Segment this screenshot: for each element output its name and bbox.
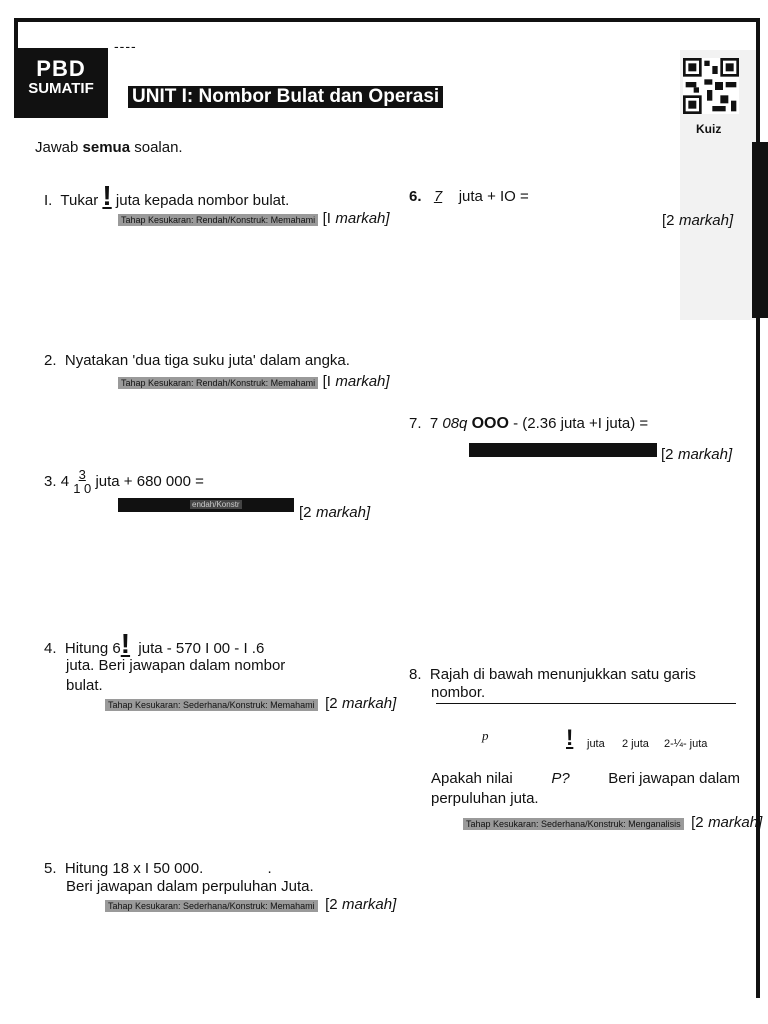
question-8-line-1 [409,666,696,684]
question-2 [44,352,350,370]
q4-difficulty-tag: Tahap Kesukaran: Sederhana/Konstruk: Memahami [105,699,318,711]
q2-number: 2. [44,352,57,369]
question-4-line-1 [44,630,264,658]
q5-number: 5. [44,860,57,877]
q8-marks-word: markah] [708,814,763,831]
q5-difficulty-tag: Tahap Kesukaran: Sederhana/Konstruk: Memahami [105,900,318,912]
q3-marks [299,504,370,522]
q8-ask-1: Apakah nilai [431,770,513,787]
q4-marks-word: markah] [342,695,397,712]
q6-marks-word: markah] [678,212,734,229]
q8-number: 8. [409,666,422,683]
q5-dot: . [267,860,272,877]
q3-marks-num: [2 [299,504,312,521]
q4-symbol: ! [120,628,131,659]
q3-redaction-bar [118,498,294,512]
unit-title: UNIT I: Nombor Bulat dan Operasi [128,86,443,108]
q4-number: 4. [44,640,57,657]
q4-marks-num: [2 [325,695,338,712]
q2-meta [118,373,390,391]
q8-ask-p: P? [551,770,570,787]
q8-line-1-text: Rajah di bawah menunjukkan satu garis [429,666,696,683]
q7-number: 7. [409,415,422,432]
header-dashes: ---- [114,38,137,54]
question-7 [409,415,648,433]
q6-marks-num: [2 [662,212,675,229]
q8-marks-num: [2 [691,814,704,831]
q7-marks [661,446,732,464]
q3-frac-num: 3 [78,467,86,482]
q8-ask-line-1 [431,770,740,788]
question-5-line-1 [44,860,272,878]
q8-meta [463,814,762,832]
q5-marks-num: [2 [325,896,338,913]
q7-b: 08q [442,415,468,432]
q1-meta [118,210,390,228]
q7-d: - (2.36 juta +I juta) = [513,415,649,432]
q4-line-3: bulat. [66,677,103,694]
q8-difficulty-tag: Tahap Kesukaran: Sederhana/Konstruk: Menganalisis [463,818,684,830]
q1-number: I. [44,192,53,209]
question-1 [44,182,289,210]
instruction [35,139,183,156]
q3-marks-word: markah] [315,504,371,521]
q1-text-a: Tukar [60,192,99,209]
numline-symbol: ! [566,725,574,750]
numline-label-3: 2-¼- juta [664,738,708,750]
q1-marks-word: markah] [335,210,390,227]
instruction-after: soalan. [130,139,183,156]
q2-text: Nyatakan 'dua tiga suku juta' dalam angka. [64,352,350,369]
q6-text: juta + IO = [458,188,529,205]
q1-symbol: ! [102,180,112,211]
q7-marks-num: [2 [661,446,674,463]
q4-line-2: juta. Beri jawapan dalam nombor [66,657,286,674]
numline-label-1: juta [587,738,605,750]
q7-redaction-bar [469,443,657,457]
q7-marks-word: markah] [677,446,733,463]
frame-top-border [14,18,758,22]
q5-meta [105,896,396,914]
pbd-label: PBD [36,56,86,81]
q3-number: 3. [44,473,57,490]
number-line [436,703,736,704]
qr-code-icon[interactable] [683,58,739,114]
instruction-before: Jawab [35,139,83,156]
q2-difficulty-tag: Tahap Kesukaran: Rendah/Konstruk: Memahami [118,377,318,389]
pbd-sumatif-badge [14,48,108,118]
q7-a: 7 [429,415,439,432]
q3-text: juta + 680 000 = [95,473,204,490]
q6-marks [662,212,733,230]
q8-ask-2: Beri jawapan dalam [608,770,740,787]
q2-marks-word: markah] [335,373,390,390]
q4-text-b: juta - 570 I 00 - I .6 [138,640,265,657]
q3-fraction [73,468,91,496]
q7-c: OOO [471,415,509,432]
q5-line-2: Beri jawapan dalam perpuluhan Juta. [66,878,314,895]
numline-label-2: 2 juta [622,738,649,750]
q8-ask-line-2: perpuluhan juta. [431,790,539,807]
q1-text-b: juta kepada nombor bulat. [115,192,290,209]
q2-marks-num: [I [322,373,331,390]
numline-p-label: p [482,728,489,743]
question-6 [409,188,529,206]
q3-tag-partial: endah/Konstr [192,500,240,509]
q6-value: 7 [433,188,443,205]
right-edge-tab [752,142,768,318]
sumatif-label: SUMATIF [28,80,94,97]
q6-number: 6. [409,188,422,205]
q4-meta [105,695,396,713]
q1-difficulty-tag: Tahap Kesukaran: Rendah/Konstruk: Memahami [118,214,318,226]
question-3 [44,462,204,502]
kuiz-label: Kuiz [696,122,722,136]
q5-line-1-text: Hitung 18 x I 50 000. [64,860,204,877]
q5-marks-word: markah] [342,896,397,913]
q3-whole: 4 [60,473,70,490]
q3-frac-den: 1 0 [73,481,92,496]
q1-marks-num: [I [322,210,331,227]
q8-line-2: nombor. [431,684,486,701]
instruction-bold: semua [82,139,131,156]
q4-text-a: Hitung 6 [64,640,121,657]
